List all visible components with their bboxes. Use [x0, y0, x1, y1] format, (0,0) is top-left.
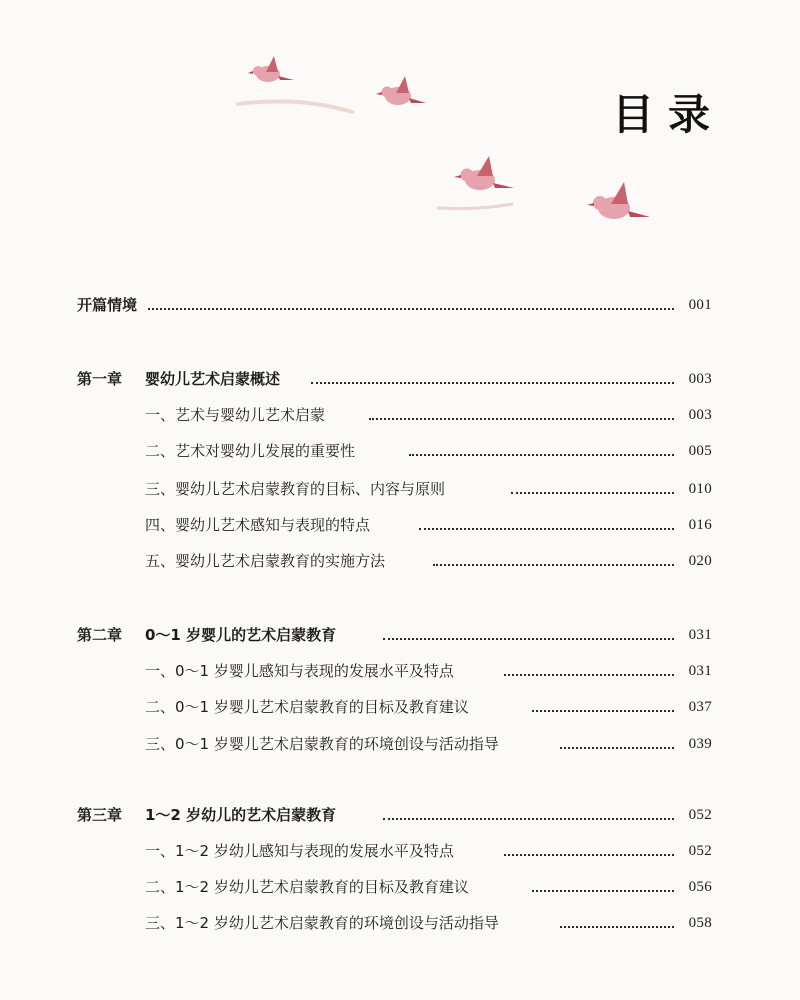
page-number: 010: [688, 481, 712, 497]
chapter-number: 第二章: [77, 626, 123, 644]
dot-leader: [511, 492, 674, 494]
toc-chapter-1[interactable]: [0, 367, 800, 391]
dot-leader: [560, 926, 674, 928]
dot-leader: [433, 564, 674, 566]
toc-section[interactable]: [0, 839, 800, 863]
toc-section[interactable]: [0, 732, 800, 756]
toc-entry-opening[interactable]: [0, 293, 800, 317]
toc-chapter-3[interactable]: [0, 803, 800, 827]
section-title: 三、0～1 岁婴儿艺术启蒙教育的环境创设与活动指导: [145, 735, 499, 753]
toc-section[interactable]: [0, 549, 800, 573]
page-number: 031: [688, 627, 712, 643]
page-title: 目录: [612, 90, 725, 139]
chapter-title: 1～2 岁幼儿的艺术启蒙教育: [145, 806, 337, 824]
dot-leader: [532, 710, 674, 712]
section-title: 一、1～2 岁幼儿感知与表现的发展水平及特点: [145, 842, 454, 860]
page-number: 005: [688, 443, 712, 459]
page-number: 058: [688, 915, 712, 931]
section-title: 二、艺术对婴幼儿发展的重要性: [145, 442, 356, 460]
toc-section[interactable]: [0, 439, 800, 463]
dot-leader: [383, 818, 674, 820]
page-number: 016: [688, 517, 712, 533]
toc-section[interactable]: [0, 513, 800, 537]
section-title: 四、婴幼儿艺术感知与表现的特点: [145, 516, 371, 534]
dot-leader: [419, 528, 674, 530]
toc-section[interactable]: [0, 403, 800, 427]
dot-leader: [532, 890, 674, 892]
toc-entry-label: 开篇情境: [77, 296, 138, 314]
chapter-title: 0～1 岁婴儿的艺术启蒙教育: [145, 626, 337, 644]
section-title: 二、0～1 岁婴儿艺术启蒙教育的目标及教育建议: [145, 698, 469, 716]
section-title: 一、艺术与婴幼儿艺术启蒙: [145, 406, 326, 424]
section-title: 一、0～1 岁婴儿感知与表现的发展水平及特点: [145, 662, 454, 680]
section-title: 三、1～2 岁幼儿艺术启蒙教育的环境创设与活动指导: [145, 914, 499, 932]
toc-section[interactable]: [0, 875, 800, 899]
page-number: 056: [688, 879, 712, 895]
toc-section[interactable]: [0, 477, 800, 501]
chapter-number: 第一章: [77, 370, 123, 388]
page-number: 052: [688, 807, 712, 823]
page-number: 020: [688, 553, 712, 569]
page-number: 052: [688, 843, 712, 859]
toc-section[interactable]: [0, 911, 800, 935]
chapter-number: 第三章: [77, 806, 123, 824]
dot-leader: [560, 747, 674, 749]
dot-leader: [504, 854, 674, 856]
chapter-title: 婴幼儿艺术启蒙概述: [145, 370, 281, 388]
dot-leader: [311, 382, 674, 384]
dot-leader: [383, 638, 674, 640]
section-title: 二、1～2 岁幼儿艺术启蒙教育的目标及教育建议: [145, 878, 469, 896]
dot-leader: [409, 454, 674, 456]
section-title: 三、婴幼儿艺术启蒙教育的目标、内容与原则: [145, 480, 446, 498]
page-number: 003: [688, 407, 712, 423]
dot-leader: [504, 674, 674, 676]
section-title: 五、婴幼儿艺术启蒙教育的实施方法: [145, 552, 386, 570]
dot-leader: [369, 418, 674, 420]
page-number: 039: [688, 736, 712, 752]
page-number: 031: [688, 663, 712, 679]
page-number: 001: [688, 297, 712, 313]
dot-leader: [148, 308, 674, 310]
page-number: 037: [688, 699, 712, 715]
toc-section[interactable]: [0, 695, 800, 719]
toc-section[interactable]: [0, 659, 800, 683]
toc-chapter-2[interactable]: [0, 623, 800, 647]
page-number: 003: [688, 371, 712, 387]
